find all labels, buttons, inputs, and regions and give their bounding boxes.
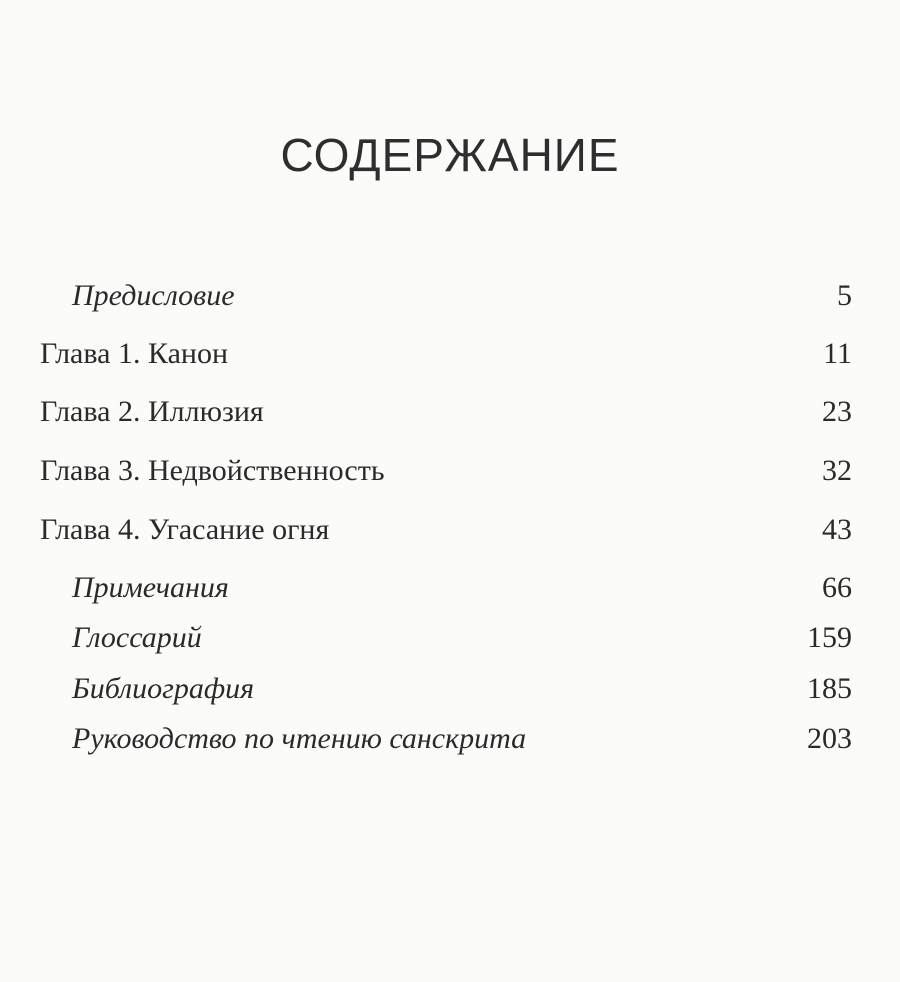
- toc-entry-label: Примечания: [72, 571, 229, 604]
- toc-entry-label: Библиография: [72, 672, 255, 705]
- toc-entry-page-number: 23: [822, 395, 852, 428]
- toc-entry-label: Глава 4. Угасание огня: [40, 513, 330, 546]
- toc-entry-page-number: 32: [822, 454, 852, 487]
- toc-entry-glossary: [0, 618, 900, 658]
- toc-entry-sanskrit-guide: [0, 719, 900, 759]
- toc-entry-page-number: 185: [807, 672, 852, 705]
- toc-entry-chapter-4: [0, 510, 900, 550]
- toc-entry-page-number: 203: [807, 722, 852, 755]
- toc-entry-page-number: 43: [822, 513, 852, 546]
- toc-entry-chapter-2: [0, 392, 900, 432]
- toc-entry-label: Глава 1. Канон: [40, 337, 228, 370]
- toc-entry-label: Глоссарий: [72, 621, 202, 654]
- toc-entry-chapter-3: [0, 451, 900, 491]
- toc-entry-page-number: 5: [837, 279, 852, 312]
- toc-entry-preface: [0, 276, 900, 316]
- toc-entry-page-number: 159: [807, 621, 852, 654]
- toc-entry-notes: [0, 568, 900, 608]
- toc-entry-bibliography: [0, 669, 900, 709]
- toc-entry-page-number: 66: [822, 571, 852, 604]
- toc-entry-page-number: 11: [823, 337, 852, 370]
- page-title: СОДЕРЖАНИЕ: [280, 129, 620, 181]
- toc-entry-label: Глава 3. Недвойственность: [40, 454, 385, 487]
- toc-entry-label: Руководство по чтению санскрита: [72, 722, 527, 755]
- toc-entry-chapter-1: [0, 334, 900, 374]
- toc-entry-label: Глава 2. Иллюзия: [40, 395, 264, 428]
- toc-entry-label: Предисловие: [72, 279, 235, 312]
